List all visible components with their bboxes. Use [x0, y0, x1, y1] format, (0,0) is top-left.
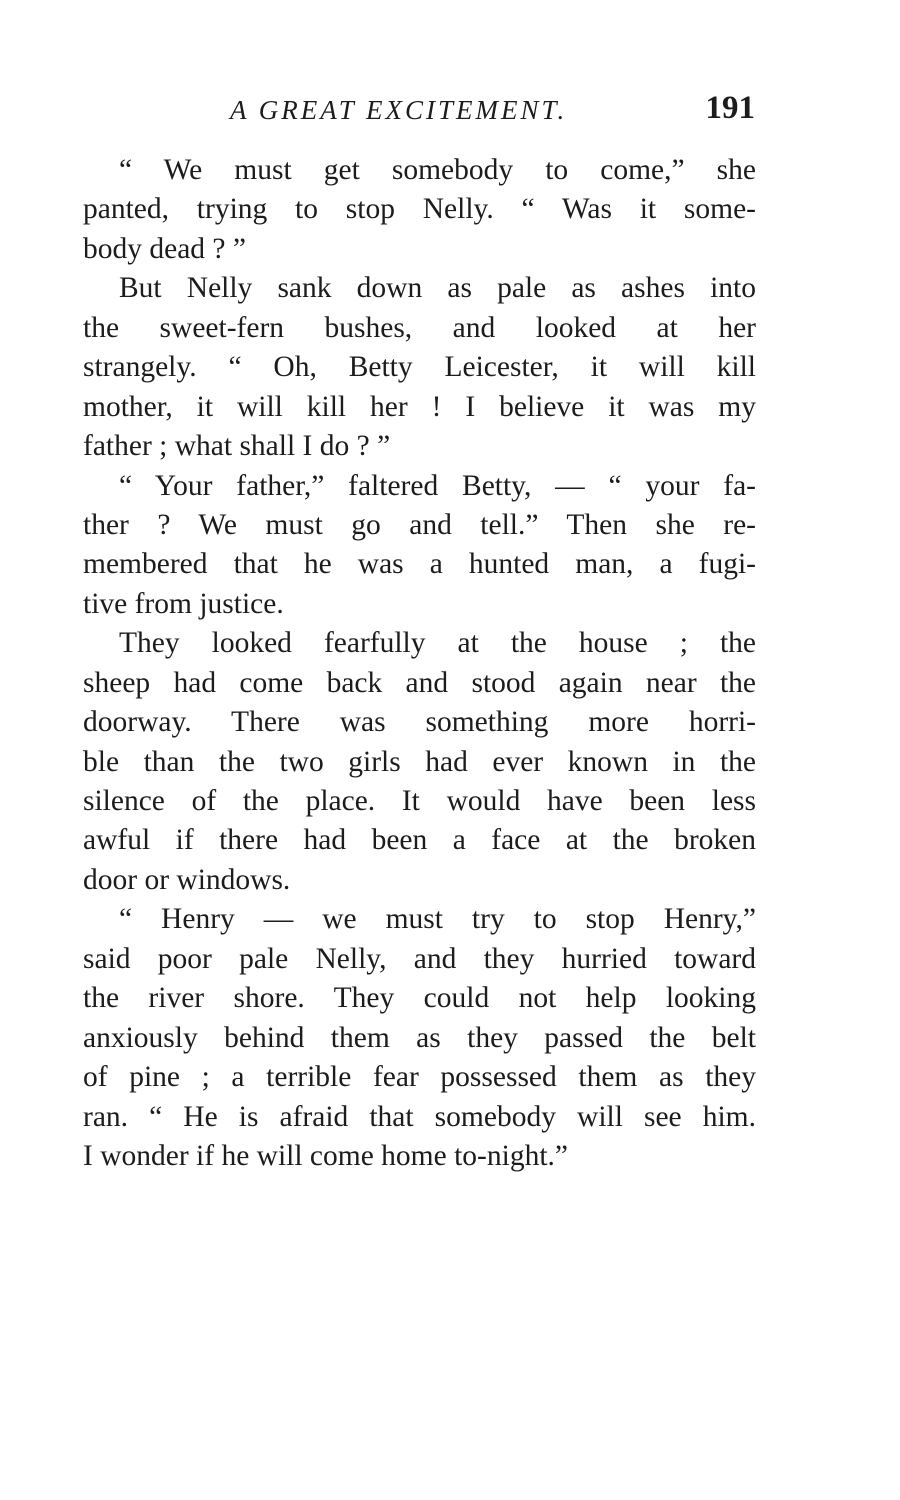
text-line: panted, trying to stop Nelly. “ Was it some- [83, 193, 756, 226]
text-line: door or windows. [83, 863, 291, 896]
text-line: body dead ? ” [83, 232, 246, 265]
text-line: ran. “ He is afraid that somebody will see him. [83, 1100, 756, 1133]
page-number: 191 [705, 90, 755, 126]
text-line: ble than the two girls had ever known in the [83, 745, 756, 778]
text-line: ther ? We must go and tell.” Then she re- [83, 508, 756, 541]
text-line: sheep had come back and stood again near the [83, 666, 756, 699]
body-text [83, 151, 756, 1176]
text-line: membered that he was a hunted man, a fugi- [83, 548, 756, 581]
text-line: tive from justice. [83, 587, 284, 620]
text-line: said poor pale Nelly, and they hurried toward [83, 942, 756, 975]
running-title: A GREAT EXCITEMENT. [230, 95, 568, 125]
text-line: the river shore. They could not help looking [83, 982, 756, 1015]
text-line: doorway. There was something more horri- [83, 706, 756, 739]
text-line: of pine ; a terrible fear possessed them as they [83, 1061, 756, 1094]
text-line: awful if there had been a face at the broken [83, 824, 756, 857]
text-line: mother, it will kill her ! I believe it was my [83, 390, 756, 423]
text-line: I wonder if he will come home to-night.” [83, 1139, 568, 1172]
text-line: the sweet-fern bushes, and looked at her [83, 311, 756, 344]
running-head [82, 90, 757, 130]
text-line: anxiously behind them as they passed the belt [83, 1021, 756, 1054]
text-line: “ Henry — we must try to stop Henry,” [119, 903, 756, 936]
text-line: “ We must get somebody to come,” she [119, 154, 756, 186]
text-line: father ; what shall I do ? ” [83, 430, 391, 463]
text-line: silence of the place. It would have been less [83, 785, 756, 817]
text-line: They looked fearfully at the house ; the [119, 627, 756, 660]
text-line: strangely. “ Oh, Betty Leicester, it will kill [83, 351, 756, 384]
text-line: “ Your father,” faltered Betty, — “ your fa- [119, 469, 756, 502]
text-line: But Nelly sank down as pale as ashes into [119, 272, 756, 305]
